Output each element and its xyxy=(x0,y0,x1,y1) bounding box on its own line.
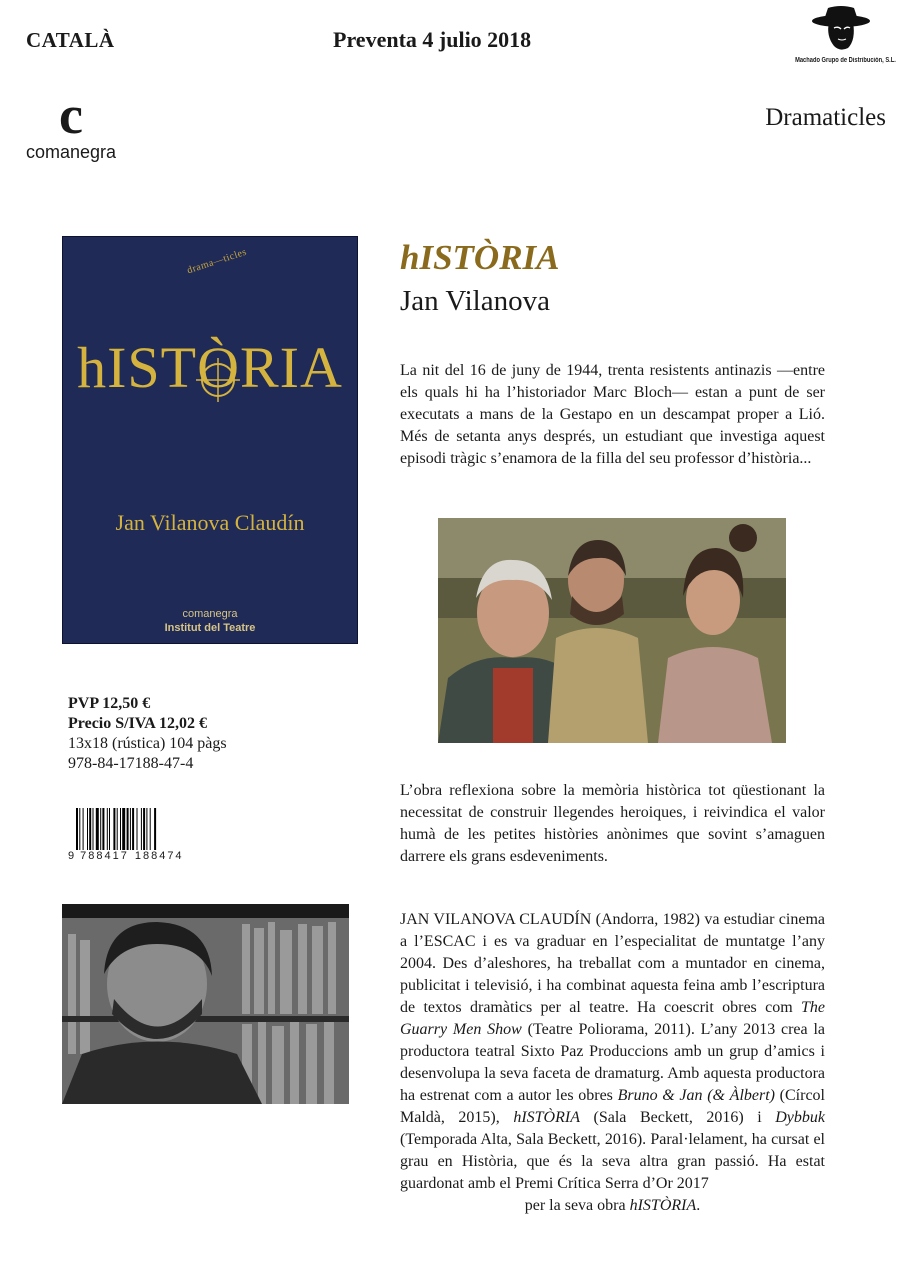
barcode-digits xyxy=(68,850,198,862)
bio-last-period: . xyxy=(696,1197,701,1214)
cover-series-label: drama—ticles xyxy=(185,246,249,277)
barcode-first-digit: 9 xyxy=(68,850,75,862)
bio-work-2: Bruno & Jan (& Àlbert) xyxy=(617,1087,775,1104)
distributor-silhouette-icon xyxy=(810,6,872,56)
author-photo xyxy=(62,904,349,1104)
distributor-name: Machado Grupo de Distribución, S.L. xyxy=(795,57,896,64)
retail-price: PVP 12,50 € xyxy=(68,695,151,712)
cover-publisher: comanegra xyxy=(182,608,238,620)
publisher-logo-letter: c xyxy=(59,85,83,145)
bio-work-1: The Guarry Men Show xyxy=(400,999,825,1038)
publisher-logo xyxy=(20,85,122,162)
barcode-right-digits: 188474 xyxy=(134,850,184,862)
language-label: CATALÀ xyxy=(26,28,115,52)
book-specs xyxy=(68,694,227,774)
book-format: 13x18 (rústica) 104 pàgs xyxy=(68,735,227,752)
bio-text-2: (Teatre Poliorama, 2011). L’any 2013 crea la productora teatral Sixto Paz Produccions amb un grup d’amics i desenvolupa la seva faceta de dramaturg. Amb aquesta productora ha estrenat com a autor les obres xyxy=(400,1021,825,1104)
bio-text-1: JAN VILANOVA CLAUDÍN (Andorra, 1982) va estudiar cinema a l’ESCAC i es va graduar en l’especialitat de muntatge l’any 2004. Des d’aleshores, ha treballat com a muntador en cinema, publicitat i televisió, i ha combinat aquesta feina amb l’escriptura de textos dramàtics per al teatre. Ha coescrit obres com xyxy=(400,911,825,1016)
publisher-name: comanegra xyxy=(25,142,117,162)
bio-text-3: (Círcol Maldà, 2015), xyxy=(400,1087,826,1126)
bio-text-4: (Sala Beckett, 2016) i xyxy=(579,1109,776,1126)
bio-last-line xyxy=(400,1195,825,1217)
barcode-left-digits: 788417 xyxy=(80,850,129,862)
price-without-vat: Precio S/IVA 12,02 € xyxy=(68,715,207,732)
cover-title: hISTÒRIA xyxy=(77,335,343,400)
book-cover xyxy=(62,236,358,644)
book-author: Jan Vilanova xyxy=(400,285,550,317)
collection-name: Dramaticles xyxy=(765,104,886,131)
cover-author: Jan Vilanova Claudín xyxy=(115,510,305,535)
distributor-logo xyxy=(785,6,897,64)
bio-work-4: Dybbuk xyxy=(775,1109,826,1126)
bio-work-3: hISTÒRIA xyxy=(513,1109,580,1126)
isbn: 978-84-17188-47-4 xyxy=(68,755,194,772)
presale-date: Preventa 4 julio 2018 xyxy=(333,27,532,52)
actors-photo xyxy=(438,518,786,743)
author-bio xyxy=(400,909,825,1217)
synopsis-paragraph: La nit del 16 de juny de 1944, trenta resistents antinazis —entre els quals hi ha l’historiador Marc Bloch— estan a punt de ser executats a mans de la Gestapo en un descampat proper a Lió. Més de setanta anys després, un estudiant que investiga aquest episodi tràgic s’enamora de la filla del seu professor d’història... xyxy=(400,362,825,467)
bio-text-5: (Temporada Alta, Sala Beckett, 2016). Paral·lelament, ha cursat el grau en Història, que és la seva altra gran passió. Ha estat guardonat amb el Premi Crítica Serra d’Or 2017 xyxy=(400,1131,825,1192)
cover-copublisher: Institut del Teatre xyxy=(164,622,256,634)
reflection-paragraph: L’obra reflexiona sobre la memòria històrica tot qüestionant la necessitat de construir llegendes heroiques, i reivindica el valor humà de les petites històries anònimes que sovint s’amaguen darrere els grans esdeveniments. xyxy=(400,782,825,865)
book-title: hISTÒRIA xyxy=(400,238,560,277)
bio-last-text: per la seva obra xyxy=(524,1197,630,1214)
bio-last-work: hISTÒRIA xyxy=(629,1197,697,1214)
